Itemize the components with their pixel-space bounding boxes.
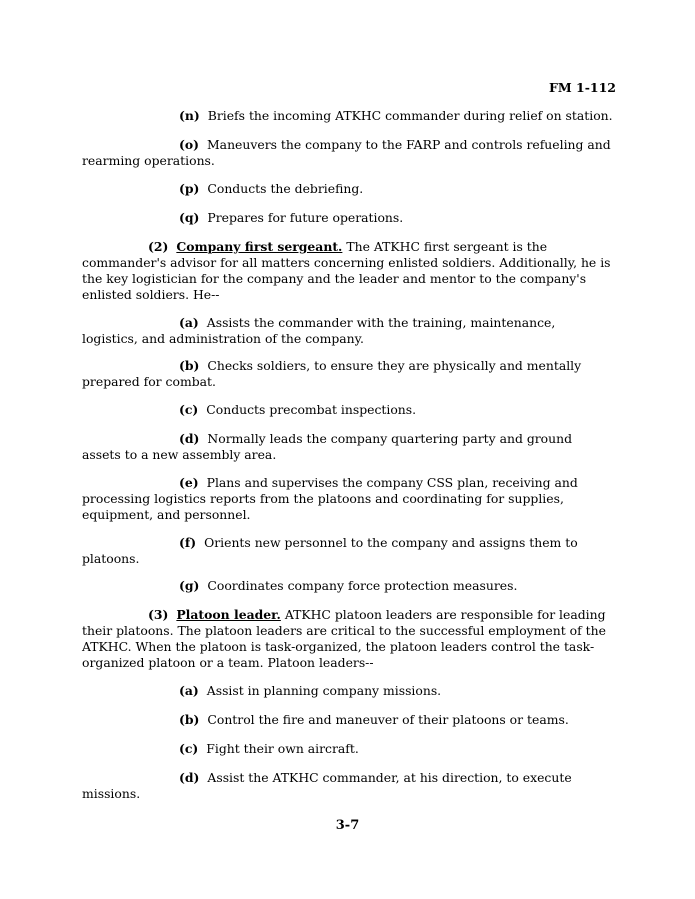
list-item [82,535,614,567]
item-label: (b) [179,712,200,727]
item-text: Control the fire and maneuver of their platoons or teams. [207,712,569,727]
section-number: (2) [148,239,169,254]
item-label: (g) [179,578,200,593]
section-heading: Company first sergeant. [176,239,343,254]
list-item [82,741,614,757]
item-text: Briefs the incoming ATKHC commander during relief on station. [207,108,613,123]
item-label: (d) [179,770,200,785]
item-label: (n) [179,108,200,123]
item-text: Conducts the debriefing. [207,181,364,196]
list-item [82,315,614,347]
item-label: (e) [179,475,199,490]
section-text: The ATKHC first sergeant is the commander's advisor for all matters concerning enlisted soldiers. Additionally, he is the key logistician for the company and the leader and mentor to the company's enlisted soldiers. He-- [82,239,611,302]
list-item [82,108,614,124]
section-paragraph [82,607,614,671]
list-item [82,210,614,226]
item-text: Assists the commander with the training, maintenance, logistics, and administration of the company. [82,315,556,346]
item-label: (d) [179,431,200,446]
list-item [82,402,614,418]
item-text: Fight their own aircraft. [206,741,359,756]
item-text: Maneuvers the company to the FARP and controls refueling and rearming operations. [82,137,611,168]
item-label: (b) [179,358,200,373]
item-text: Coordinates company force protection measures. [207,578,518,593]
section-number: (3) [148,607,169,622]
list-item [82,770,614,802]
list-item [82,475,614,523]
item-label: (o) [179,137,199,152]
page-number: 3-7 [335,818,360,833]
item-text: Normally leads the company quartering party and ground assets to a new assembly area. [82,431,573,462]
list-item [82,431,614,463]
list-item [82,683,614,699]
item-text: Orients new personnel to the company and assigns them to platoons. [82,535,578,566]
section-heading: Platoon leader. [176,607,281,622]
list-item [82,712,614,728]
item-text: Checks soldiers, to ensure they are physically and mentally prepared for combat. [82,358,582,389]
item-label: (c) [179,402,199,417]
item-text: Assist the ATKHC commander, at his direction, to execute missions. [82,770,572,801]
item-label: (a) [179,683,199,698]
list-item [82,358,614,390]
section-paragraph [82,239,614,303]
list-item [82,181,614,197]
list-item [82,137,614,169]
item-label: (a) [179,315,199,330]
item-text: Conducts precombat inspections. [206,402,417,417]
page-header-doc-id: FM 1-112 [548,80,616,95]
item-label: (c) [179,741,199,756]
item-label: (f) [179,535,197,550]
item-text: Prepares for future operations. [207,210,404,225]
item-label: (p) [179,181,200,196]
item-label: (q) [179,210,200,225]
item-text: Plans and supervises the company CSS plan, receiving and processing logistics reports from the platoons and coordinating for supplies, equipment, and personnel. [82,475,578,522]
list-item [82,578,614,594]
section-text: ATKHC platoon leaders are responsible for leading their platoons. The platoon leaders are critical to the successful employment of the ATKHC. When the platoon is task-organized, the platoon leaders control the task-organized platoon or a team. Platoon leaders-- [82,607,606,670]
item-text: Assist in planning company missions. [206,683,442,698]
